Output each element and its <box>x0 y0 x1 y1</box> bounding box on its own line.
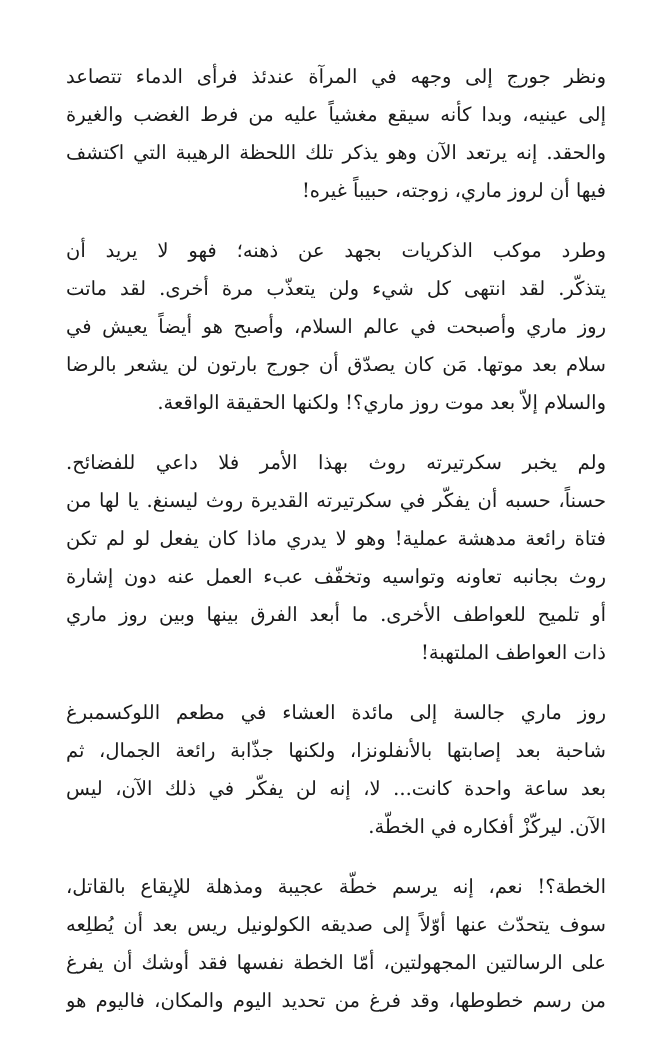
text-line: سلام بعد موتها. مَن كان يصدّق أن جورج بارتون لن يشعر بالرضا <box>66 353 606 376</box>
text-line: الآن. ليركّزْ أفكاره في الخطّة. <box>368 815 606 838</box>
text-line: ونظر جورج إلى وجهه في المرآة عندئذ فرأى الدماء تتصاعد <box>66 65 606 88</box>
text-line: روث بجانبه تعاونه وتواسيه وتخفّف عبء العمل عنه دون إشارة <box>66 565 606 588</box>
text-line: أو تلميح للعواطف الأخرى. ما أبعد الفرق بينها وبين روز ماري <box>66 603 606 626</box>
text-line: إلى عينيه، وبدا كأنه سيقع مغشياً عليه من فرط الغضب والغيرة <box>66 103 606 126</box>
book-page <box>66 58 606 1042</box>
text-line: وطرد موكب الذكريات بجهد عن ذهنه؛ فهو لا يريد أن <box>66 239 606 262</box>
text-line: روز ماري وأصبحت في عالم السلام، وأصبح هو أيضاً يعيش في <box>66 315 606 338</box>
text-line: شاحبة بعد إصابتها بالأنفلونزا، ولكنها جذّابة رائعة الجمال، ثم <box>66 739 606 762</box>
paragraph-2 <box>66 232 606 422</box>
paragraph-3 <box>66 444 606 672</box>
text-line: من رسم خطوطها، وقد فرغ من تحديد اليوم والمكان، فاليوم هو <box>66 989 606 1012</box>
text-line: فيها أن لروز ماري، زوجته، حبيباً غيره! <box>301 179 606 202</box>
text-line: فتاة رائعة مدهشة عملية! وهو لا يدري ماذا كان يفعل لو لم تكن <box>66 527 606 550</box>
text-line: ذات العواطف الملتهبة! <box>421 641 606 664</box>
text-line: الخطة؟! نعم، إنه يرسم خطّة عجيبة ومذهلة للإيقاع بالقاتل، <box>66 875 606 898</box>
text-line: روز ماري جالسة إلى مائدة العشاء في مطعم اللوكسمبرغ <box>66 701 606 724</box>
text-line: والسلام إلاّ بعد موت روز ماري؟! ولكنها الحقيقة الواقعة. <box>157 391 606 414</box>
text-line: سوف يتحدّث عنها أوّلاً إلى صديقه الكولونيل ريس بعد أن يُطلِعه <box>66 913 606 936</box>
paragraph-1 <box>66 58 606 210</box>
paragraph-4 <box>66 694 606 846</box>
text-line: والحقد. إنه يرتعد الآن وهو يذكر تلك اللحظة الرهيبة التي اكتشف <box>66 141 606 164</box>
text-line: على الرسالتين المجهولتين، أمّا الخطة نفسها فقد أوشك أن يفرغ <box>66 951 606 974</box>
text-line: بعد ساعة واحدة كانت... لا، إنه لن يفكّر في ذلك الآن، ليس <box>66 777 606 800</box>
text-line: ولم يخبر سكرتيرته روث بهذا الأمر فلا داعي للفضائح. <box>66 451 606 474</box>
paragraph-5 <box>66 868 606 1020</box>
text-line: حسناً، حسبه أن يفكّر في سكرتيرته القديرة روث ليسنغ. يا لها من <box>66 489 606 512</box>
text-line: يتذكّر. لقد انتهى كل شيء ولن يتعذّب مرة أخرى. لقد ماتت <box>66 277 606 300</box>
